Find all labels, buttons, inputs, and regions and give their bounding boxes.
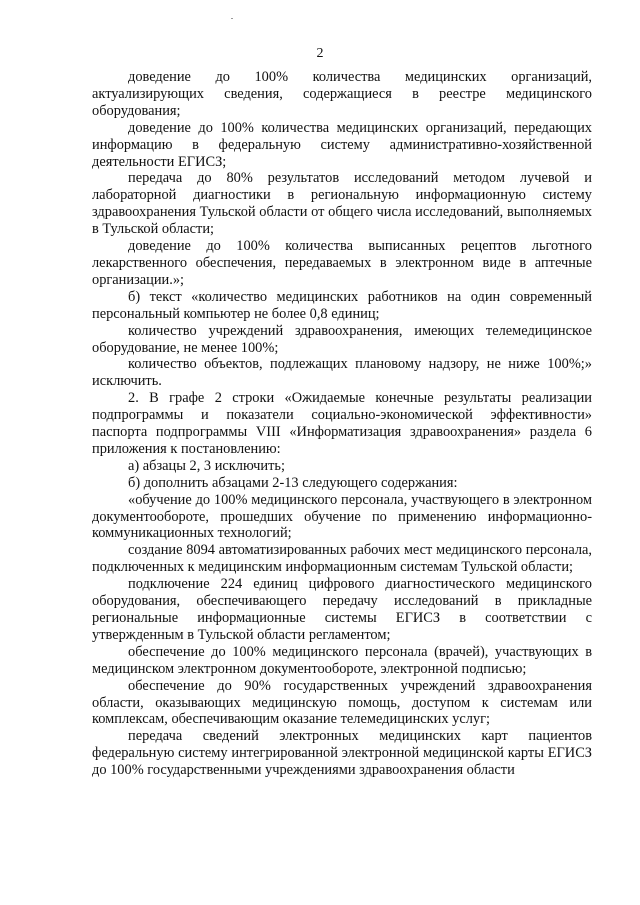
paragraph: передача сведений электронных медицинских карт пациентов федеральную систему интегрированной электронной медицинской карты ЕГИСЗ до 100% государственными учреждениями здравоохранения области bbox=[92, 728, 592, 779]
paragraph: подключение 224 единиц цифрового диагностического медицинского оборудования, обеспечивающего передачу исследований в прикладные региональные информационные системы ЕГИСЗ в соответствии с утвержденным в Тульской области регламентом; bbox=[92, 576, 592, 643]
paragraph: доведение до 100% количества медицинских организаций, передающих информацию в федеральную систему административно-хозяйственной деятельности ЕГИСЗ; bbox=[92, 119, 592, 170]
paragraph: передача до 80% результатов исследований методом лучевой и лабораторной диагностики в региональную информационную систему здравоохранения Тульской области от общего числа исследований, выполняемых в Тульской области; bbox=[92, 170, 592, 238]
paragraph: б) текст «количество медицинских работников на один современный персональный компьютер не более 0,8 единиц; bbox=[92, 288, 592, 322]
paragraph: а) абзацы 2, 3 исключить; bbox=[128, 457, 285, 474]
paragraph: обеспечение до 100% медицинского персонала (врачей), участвующих в медицинском электронном документообороте, электронной подписью; bbox=[92, 643, 592, 677]
paragraph: обеспечение до 90% государственных учреждений здравоохранения области, оказывающих медицинскую помощь, доступом к системам или комплексам, обеспечивающим оказание телемедицинских услуг; bbox=[92, 677, 592, 728]
paragraph: «обучение до 100% медицинского персонала, участвующего в электронном документообороте, прошедших обучение по применению информационно-коммуникационных технологий; bbox=[92, 491, 592, 542]
paragraph: количество учреждений здравоохранения, имеющих телемедицинское оборудование, не менее 100%; bbox=[92, 322, 592, 356]
paragraph: создание 8094 автоматизированных рабочих мест медицинского персонала, подключенных к медицинским информационным системам Тульской области; bbox=[92, 542, 592, 576]
scan-artifact bbox=[231, 18, 233, 19]
page-number: 2 bbox=[316, 46, 324, 61]
document-body bbox=[92, 69, 592, 779]
paragraph: б) дополнить абзацами 2-13 следующего содержания: bbox=[128, 474, 458, 491]
paragraph: 2. В графе 2 строки «Ожидаемые конечные результаты реализации подпрограммы и показатели социально-экономической эффективности» паспорта подпрограммы VIII «Информатизация здравоохранения» раздела 6 приложения к постановлению: bbox=[92, 390, 592, 457]
paragraph: количество объектов, подлежащих плановому надзору, не ниже 100%;» исключить. bbox=[92, 356, 592, 390]
paragraph: доведение до 100% количества медицинских организаций, актуализирующих сведения, содержащиеся в реестре медицинского оборудования; bbox=[92, 69, 592, 119]
paragraph: доведение до 100% количества выписанных рецептов льготного лекарственного обеспечения, передаваемых в электронном виде в аптечные организации.»; bbox=[92, 238, 592, 288]
